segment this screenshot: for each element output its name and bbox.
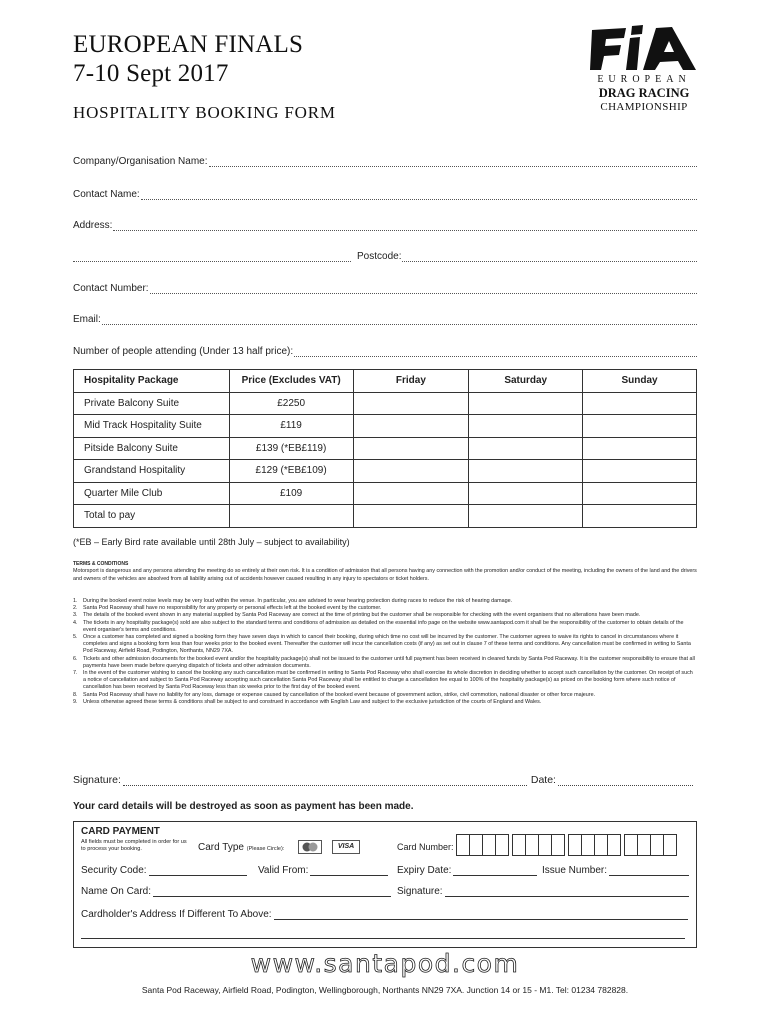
friday-cell[interactable] xyxy=(353,415,469,438)
table-header-row xyxy=(74,370,697,393)
list-item: 7. In the event of the customer wishing to cancel the booking any such cancellation must be confirmed in writing to Santa Pod Raceway who shall exercise its whole discretion in deciding whether to accept such cancellation by the customer. On receipt of such a notice of cancellation and subject to Santa Pod Raceway accepting such cancellation Santa Pod Raceway shall be entitled to charge a cancellation fee equal to 100% of the hospitality package(s) as priced on the booking form where such notice of cancellation has been received by Santa Pod Raceway less than six weeks prior to the first day of the booked event. xyxy=(73,670,693,691)
package-name: Private Balcony Suite xyxy=(74,392,230,415)
card-payment-note: All fields must be completed in order for us to process your booking. xyxy=(81,839,187,852)
package-price: £2250 xyxy=(229,392,353,415)
contact-number-field[interactable] xyxy=(73,283,697,294)
header-price: Price (Excludes VAT) xyxy=(229,370,353,393)
visa-icon[interactable]: VISA xyxy=(332,840,360,854)
logo-line-championship: CHAMPIONSHIP xyxy=(600,101,688,113)
list-item: 4. The tickets in any hospitality package(s) sold are also subject to the standard terms and conditions of admission as detailed on the essential info page on the website www.santapod.com it shall be the responsibility of the customer to obtain details of the event organiser's terms and conditions. xyxy=(73,619,684,633)
mastercard-icon[interactable] xyxy=(298,840,322,854)
saturday-cell[interactable] xyxy=(469,482,583,505)
issue-number-field[interactable]: Issue Number: xyxy=(542,865,689,876)
hospitality-package-table xyxy=(73,369,697,528)
list-item: 1. During the booked event noise levels may be very loud within the venue. In particular, you are advised to wear hearing protection during races to reduce the risk of hearing damage. xyxy=(73,598,513,604)
form-subtitle: HOSPITALITY BOOKING FORM xyxy=(73,103,336,122)
friday-cell[interactable] xyxy=(353,482,469,505)
package-name: Pitside Balcony Suite xyxy=(74,437,230,460)
package-price: £109 xyxy=(229,482,353,505)
contact-number-label: Contact Number: xyxy=(73,283,149,294)
logo-line-drag-racing: DRAG RACING xyxy=(598,86,690,100)
package-name: Grandstand Hospitality xyxy=(74,460,230,483)
table-row xyxy=(74,392,697,415)
friday-cell[interactable] xyxy=(353,392,469,415)
signature-line[interactable] xyxy=(123,777,527,786)
contact-name-label: Contact Name: xyxy=(73,189,140,200)
title-line-1: EUROPEAN FINALS xyxy=(73,31,304,58)
table-row xyxy=(74,482,697,505)
contact-name-field[interactable] xyxy=(73,189,697,200)
total-price xyxy=(229,505,353,528)
total-label: Total to pay xyxy=(74,505,230,528)
list-item: 5. Once a customer has completed and signed a booking form they have seven days in which to cancel their booking, during which time no cost will be incurred by the customer. The customer agrees to waive its rights to cancel in circumstances where it completes and signs a booking form less than four weeks prior to the booked event. Thereafter the customer will incur the cancellation costs (if any) as set out in clause 7 of these terms and conditions. Any cancellation must be confirmed in writing to Santa Pod Raceway, Airfield Road, Podington, Northants, NN29 7XA. xyxy=(73,634,691,655)
list-item: 9. Unless otherwise agreed these terms & conditions shall be subject to and construed in accordance with English Law and subject to the exclusive jurisdiction of the courts of England and Wales. xyxy=(73,698,542,705)
terms-list xyxy=(73,598,697,706)
card-signature-field[interactable]: Signature: xyxy=(397,886,689,897)
saturday-total-cell[interactable] xyxy=(469,505,583,528)
header-friday: Friday xyxy=(353,370,469,393)
package-price: £139 (*EB£119) xyxy=(229,437,353,460)
header-saturday: Saturday xyxy=(469,370,583,393)
sunday-cell[interactable] xyxy=(583,415,697,438)
address-label: Address: xyxy=(73,220,113,231)
logo-line-european: EUROPEAN xyxy=(597,74,691,85)
fia-logo xyxy=(588,24,700,120)
address-field[interactable] xyxy=(73,220,697,231)
signature-row xyxy=(73,774,697,786)
website-url: www.santapod.com xyxy=(250,949,520,978)
name-on-card-field[interactable]: Name On Card: xyxy=(81,886,391,897)
email-field[interactable] xyxy=(73,314,697,325)
signature-label: Signature: xyxy=(73,774,121,786)
table-row xyxy=(74,415,697,438)
sunday-cell[interactable] xyxy=(583,392,697,415)
saturday-cell[interactable] xyxy=(469,460,583,483)
saturday-cell[interactable] xyxy=(469,437,583,460)
table-row xyxy=(74,505,697,528)
email-label: Email: xyxy=(73,314,101,325)
sunday-total-cell[interactable] xyxy=(583,505,697,528)
cardholder-address-field[interactable]: Cardholder's Address If Different To Above: xyxy=(81,909,688,920)
postcode-label: Postcode: xyxy=(357,251,402,262)
page-title xyxy=(73,30,303,88)
table-row xyxy=(74,437,697,460)
friday-cell[interactable] xyxy=(353,460,469,483)
friday-cell[interactable] xyxy=(353,437,469,460)
company-label: Company/Organisation Name: xyxy=(73,156,208,167)
saturday-cell[interactable] xyxy=(469,415,583,438)
terms-intro: Motorsport is dangerous and any persons attending the meeting do so entirely at their own risk. It is a condition of admission that all persons having any connection with the promotion and/or conduct of the meeting, including the owners of the land and the drivers and owners of the vehicles are absolved from all liability arising out of accidents however caused resulting in any injury to spectators or ticket holders. xyxy=(73,568,697,582)
list-item: 3. The details of the booked event shown in any material supplied by Santa Pod Raceway are correct at the time of printing but the customer shall be responsible for checking with the event organisers that no alterations have been made. xyxy=(73,612,641,619)
cardholder-address-line-2[interactable] xyxy=(81,930,685,939)
package-price: £119 xyxy=(229,415,353,438)
date-label: Date: xyxy=(530,774,556,786)
package-name: Quarter Mile Club xyxy=(74,482,230,505)
sunday-cell[interactable] xyxy=(583,460,697,483)
valid-from-field[interactable]: Valid From: xyxy=(258,865,388,876)
card-destroy-notice: Your card details will be destroyed as soon as payment has been made. xyxy=(73,801,414,812)
card-payment-box xyxy=(73,821,697,948)
people-attending-label: Number of people attending (Under 13 half price): xyxy=(73,346,294,357)
early-bird-note: (*EB – Early Bird rate available until 28th July – subject to availability) xyxy=(73,537,350,547)
card-number-label: Card Number: xyxy=(397,842,454,852)
sunday-cell[interactable] xyxy=(583,437,697,460)
expiry-date-field[interactable]: Expiry Date: xyxy=(397,865,537,876)
sunday-cell[interactable] xyxy=(583,482,697,505)
footer-address: Santa Pod Raceway, Airfield Road, Podington, Wellingborough, Northants NN29 7XA. Junction 14 or 15 - M1. Tel: 01234 782828. xyxy=(141,985,629,995)
address-postcode-field[interactable] xyxy=(73,251,697,262)
list-item: 2. Santa Pod Raceway shall have no responsibility for any property or personal effects left at the booked event by the customer. xyxy=(73,605,382,612)
fia-logo-mark xyxy=(588,24,700,74)
package-name: Mid Track Hospitality Suite xyxy=(74,415,230,438)
saturday-cell[interactable] xyxy=(469,392,583,415)
header-sunday: Sunday xyxy=(583,370,697,393)
header-package: Hospitality Package xyxy=(74,370,230,393)
security-code-field[interactable]: Security Code: xyxy=(81,865,247,876)
card-payment-heading: CARD PAYMENT xyxy=(81,826,160,837)
list-item: 6. Tickets and other admission documents for the booked event and/or the hospitality package(s) shall not be issued to the customer until full payment has been received in cleared funds by Santa Pod Raceway. It is the customer responsibility to ensure that all payments have been made before querying dispatch of tickets and other admission documents. xyxy=(73,655,695,669)
card-number-boxes[interactable] xyxy=(457,834,681,856)
company-field[interactable] xyxy=(73,156,697,167)
package-price: £129 (*EB£109) xyxy=(229,460,353,483)
people-attending-field[interactable] xyxy=(73,346,697,357)
list-item: 8. Santa Pod Raceway shall have no liability for any loss, damage or expense caused by cancellation of the booked event because of government action, strike, civil commotion, national disaster or other force majeure. xyxy=(73,691,596,698)
card-type-label: Card Type (Please Circle): xyxy=(198,842,285,853)
title-line-2: 7-10 Sept 2017 xyxy=(73,60,229,87)
terms-heading: TERMS & CONDITIONS xyxy=(73,561,129,567)
table-row xyxy=(74,460,697,483)
friday-total-cell[interactable] xyxy=(353,505,469,528)
date-line[interactable] xyxy=(558,777,693,786)
